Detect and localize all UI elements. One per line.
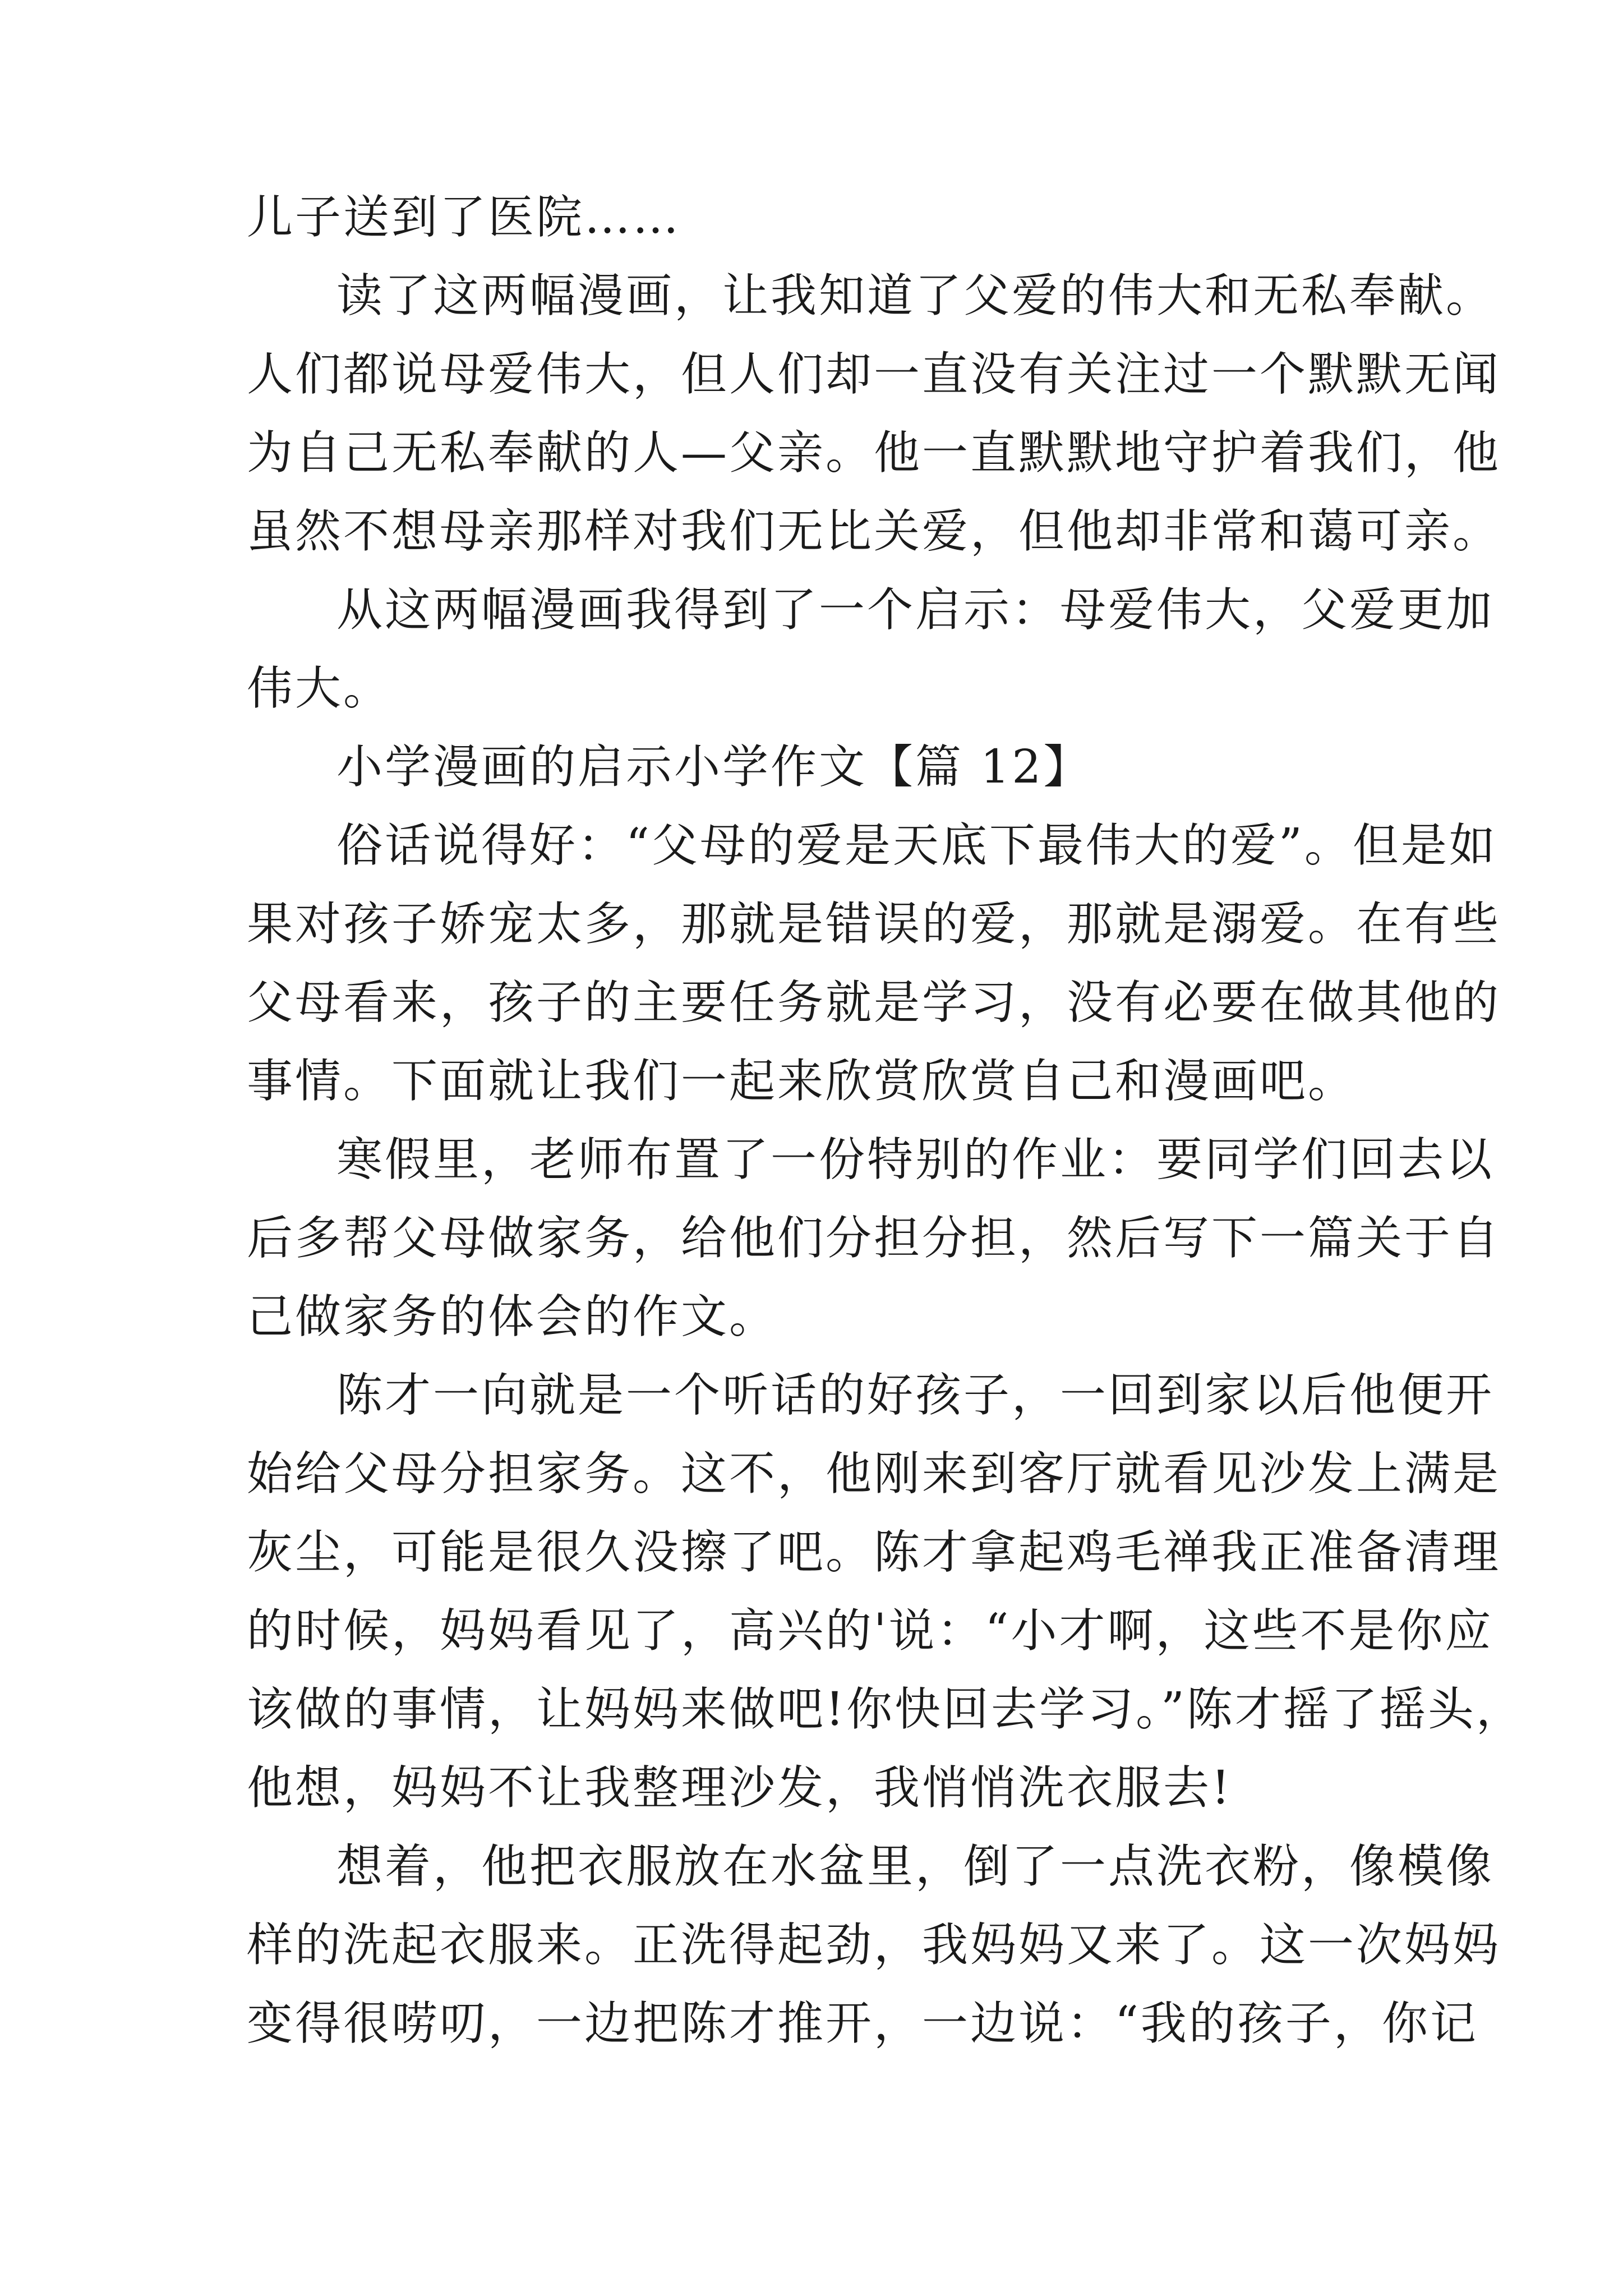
text-line: 灰尘，可能是很久没擦了吧。陈才拿起鸡毛禅我正准备清理 [247, 1526, 1501, 1579]
text-line: 人们都说母爱伟大，但人们却一直没有关注过一个默默无闻 [247, 348, 1501, 401]
text-line: 后多帮父母做家务，给他们分担分担，然后写下一篇关于自 [247, 1212, 1501, 1265]
text-line: 果对孩子娇宠太多，那就是错误的爱，那就是溺爱。在有些 [247, 898, 1501, 951]
text-line: 从这两幅漫画我得到了一个启示：母爱伟大，父爱更加 [336, 583, 1495, 637]
text-line: 父母看来，孩子的主要任务就是学习，没有必要在做其他的 [247, 976, 1501, 1029]
text-line: 他想，妈妈不让我整理沙发，我悄悄洗衣服去! [247, 1761, 1232, 1815]
text-line: 的时候，妈妈看见了，高兴的'说：“小才啊，这些不是你应 [247, 1604, 1493, 1658]
text-line: 始给父母分担家务。这不，他刚来到客厅就看见沙发上满是 [247, 1447, 1501, 1501]
text-line: 读了这两幅漫画，让我知道了父爱的伟大和无私奉献。 [336, 269, 1495, 323]
text-line: 样的洗起衣服来。正洗得起劲，我妈妈又来了。这一次妈妈 [247, 1918, 1501, 1972]
text-line: 陈才一向就是一个听话的好孩子，一回到家以后他便开 [336, 1369, 1495, 1422]
text-line: 想着，他把衣服放在水盆里，倒了一点洗衣粉，像模像 [336, 1840, 1495, 1893]
text-line: 己做家务的体会的作文。 [247, 1290, 778, 1343]
section-heading: 小学漫画的启示小学作文【篇 12】 [336, 740, 1092, 794]
text-line: 寒假里，老师布置了一份特别的作业：要同学们回去以 [336, 1133, 1495, 1186]
text-line: 变得很唠叨，一边把陈才推开，一边说：“我的孩子，你记 [247, 1997, 1478, 2050]
text-line: 虽然不想母亲那样对我们无比关爱，但他却非常和蔼可亲。 [247, 505, 1501, 558]
text-line: 伟大。 [247, 662, 392, 715]
text-line: 儿子送到了医院…… [247, 191, 681, 244]
text-line: 事情。下面就让我们一起来欣赏欣赏自己和漫画吧。 [247, 1055, 1357, 1108]
text-line: 该做的事情，让妈妈来做吧!你快回去学习。”陈才摇了摇头， [247, 1683, 1524, 1736]
text-line: 俗话说得好：“父母的爱是天底下最伟大的爱”。但是如 [336, 819, 1497, 872]
text-line: 为自己无私奉献的人—父亲。他一直默默地守护着我们，他 [247, 426, 1501, 480]
